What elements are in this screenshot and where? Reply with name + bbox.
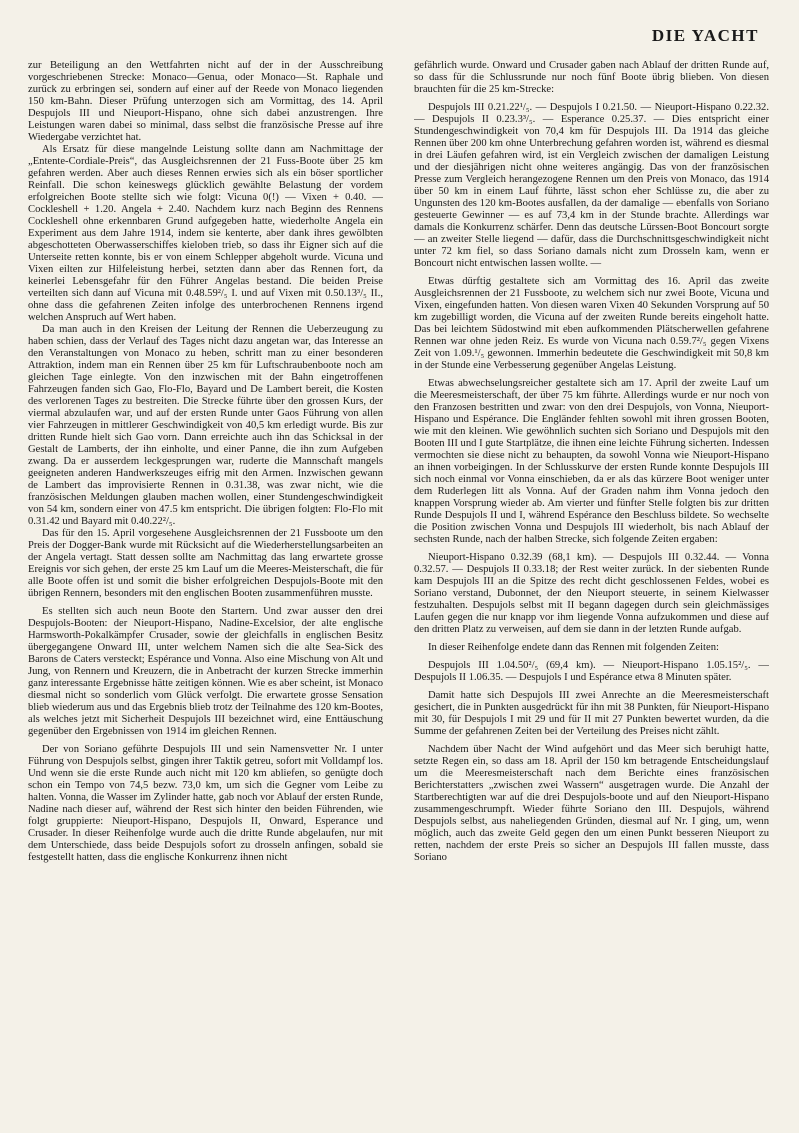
paragraph: Nachdem über Nacht der Wind aufgehört und das Meer sich beruhigt hatte, setzte Regen ein, so dass am 18. April der 150 km betragende Entscheidungslauf um die Meeresmeisterschaft nach dem Berichte eines französischen Berichterstatters „zwischen zwei Wassern“ ausgetragen wurde. Die Anzahl der Startberechtigten war auf die drei Despujols-boote und auf den Nieuport-Hispano zusammengeschrumpft. Wieder führte Soriano den III. Despujols, während Despujols selbst, aus naheliegenden Gründen, diesmal auf Nr. I ging, um, wenn möglich, auch das zweite Geld gegen den um einen Punkt besseren Nieuport zu retten, nachdem der erste Preis so sicher an Despujols III fallen musste, dass Soriano <box>414 744 769 863</box>
race-times-paragraph: Despujols III 0.21.22¹/₅. — Despujols I 0.21.50. — Nieuport-Hispano 0.22.32. — Despujols II 0.23.3³/₅. — Esperance 0.25.37. — Dies entspricht einer Stundengeschwindigkeit von 70,4 km für Despujols III. Da 1914 das gleiche Rennen über 200 km ohne Unterbrechung gefahren worden ist, während es diesmal in drei Läufen gefahren wird, ist ein Vergleich zwischen der damaligen Leistung und der diesjährigen nicht ohne weiteres angängig. Das von der französischen Presse zum Vergleich herangezogene Rennen um den Preis von Monaco, das 1914 über 50 km in einem Lauf führte, lässt schon eher Schlüsse zu, die aber zu Ungunsten des 120 km-Bootes ausfallen, da der damalige — ebenfalls von Soriano gesteuerte Gewinner — es auf 73,4 km in der Stunde brachte. Allerdings war damals die Konkurrenz schärfer. Denn das deutsche Lürssen-Boot Boncourt sorgte — an zweiter Stelle liegend — dafür, dass die Durchschnittsgeschwindigkeit nicht unter 72 km fiel, so dass Soriano damals nicht zum Drosseln kam, wenn er Boncourt nicht entwischen lassen wollte. — <box>414 102 769 269</box>
paragraph: Der von Soriano geführte Despujols III und sein Namensvetter Nr. I unter Führung von Despujols selbst, gingen ihrer Taktik getreu, sofort mit Volldampf los. Und wenn sie die erste Runde auch nicht mit 120 km abliefen, so genügte doch schon ein Tempo von 74,5 bezw. 73,0 km, um sich die Gegner vom Leibe zu halten. Vonna, die Wasser im Zylinder hatte, gab noch vor Ablauf der ersten Runde, Nadine nach dieser auf, während der Rest sich hinter den beiden Führenden, wie folgt gruppierte: Nieuport-Hispano, Despujols II, Onward, Esperance und Crusader. In dieser Reihenfolge wurde auch die dritte Runde abgelaufen, nur mit dem Unterschiede, dass beide Despujols sofort zu drosseln anfingen, sobald sie festgestellt hatten, dass die englische Konkurrenz ihnen nicht <box>28 744 383 863</box>
paragraph: Damit hatte sich Despujols III zwei Anrechte an die Meeresmeisterschaft gesichert, die in Punkten ausgedrückt für ihn mit 38 Punkten, für Nieuport-Hispano mit 30, für Despujols I mit 29 und für II mit 27 Punkten bewertet wurden, da die Summe der gefahrenen Zeiten bei der Verteilung des Preises nicht zählt. <box>414 690 769 737</box>
page-header-title: DIE YACHT <box>651 26 759 45</box>
paragraph: zur Beteiligung an den Wettfahrten nicht auf der in der Ausschreibung vorgeschriebenen Strecke: Monaco—Genua, oder Monaco—St. Raphale und zurück zu erbringen sei, sondern auf einer auf der Reede von Monaco liegenden 150 km-Bahn. Dieser Prüfung unterzogen sich am Vormittag, des 14. April Despujols III und Nieuport-Hispano, ohne sich dabei anzustrengen. Ihre Leistungen waren dabei so minimal, dass selbst die französische Presse auf ihre Wiedergabe verzichtet hat. <box>28 60 383 143</box>
right-column <box>414 60 769 1120</box>
paragraph: Es stellten sich auch neun Boote den Startern. Und zwar ausser den drei Despujols-Booten: der Nieuport-Hispano, Nadine-Excelsior, der alte englische Harmsworth-Pokalkämpfer Crusader, sowie der gleichfalls in englischen Besitz übergegangene Onward III, unter welchem Namen sich die alte Sea-Sick des Barons de Caters versteckt; Espérance und Vonna. Also eine Mischung von Alt und Jung, von Rennern und Kreuzern, die in Anbetracht der kurzen Strecke immerhin ganz interessante Ergebnisse hätte zeitigen können. Wie es aber scheint, ist Monaco diesmal nicht so sonderlich vom Glück verfolgt. Die erwartete grosse Sensation blieb wiederum aus und das Ergebnis blieb trotz der Teilnahme des 120 km-Bootes, als welches jetzt mit Sicherheit Despujols III bezeichnet wird, eine Enttäuschung gegenüber den Ergebnissen von 1914 im gleichen Rennen. <box>28 606 383 737</box>
race-times-paragraph: Nieuport-Hispano 0.32.39 (68,1 km). — Despujols III 0.32.44. — Vonna 0.32.57. — Despujols II 0.33.18; der Rest weiter zurück. In der siebenten Runde kam Despujols III an die Spitze des recht dicht geschlossenen Feldes, wobei es Soriano verstand, Dubonnet, der den Nieuport steuerte, in seinem Kielwasser festzuhalten. Despujols selbst mit II begann dagegen durch sein gleichmässiges Laufen gegen die nur knapp vor ihm liegende Vonna aufzukommen und diese auf den dritten Platz zu verweisen, auf dem sie dann in der letzten Runde aufgab. <box>414 552 769 635</box>
left-column <box>28 60 383 1120</box>
paragraph: Das für den 15. April vorgesehene Ausgleichsrennen der 21 Fussboote um den Preis der Dogger-Bank wurde mit Rücksicht auf die Wiederherstellungsarbeiten an der Angela vertagt. Statt dessen sollte am Nachmittag das lang erwartete grosse Ereignis vor sich gehen, der erste 25 km Lauf um die Meeres-Meisterschaft, die für alle Boote offen ist und somit die bisher erfolgreichen Despujols-Boote mit den übrigen Rennern, besonders mit den englischen Booten zusammenführen musste. <box>28 528 383 599</box>
paragraph: gefährlich wurde. Onward und Crusader gaben nach Ablauf der dritten Runde auf, so dass für die Schlussrunde nur noch fünf Boote übrig blieben. Von diesen brauchten für die 25 km-Strecke: <box>414 60 769 95</box>
race-times-paragraph: Despujols III 1.04.50²/₅ (69,4 km). — Nieuport-Hispano 1.05.15²/₅. — Despujols II 1.06.35. — Despujols I und Espérance etwa 8 Minuten später. <box>414 660 769 683</box>
paragraph: Da man auch in den Kreisen der Leitung der Rennen die Ueberzeugung zu haben schien, dass der Verlauf des Tages nicht dazu angetan war, das Interesse an den Veranstaltungen von Monaco zu heben, schritt man zu einer besonderen Attraktion, indem man ein Rennen über 25 km für Luftschraubenboote noch am gleichen Tage einlegte. Von den inzwischen mit der Bahn eingetroffenen Fahrzeugen fanden sich Gao, Flo-Flo, Bayard und De Lambert bereit, die Kosten des verlorenen Tages zu bestreiten. Die Strecke führte über den grossen Kurs, der viermal abzulaufen war, und auf der ersten Runde unter Gaos Führung von allen vier Fahrzeugen in mittlerer Geschwindigkeit von 40,5 km erledigt wurde. Bis zur dritten Runde hielt sich Gao vorn. Dann erreichte auch ihn das Schicksal in der Gestalt de Lamberts, der ihn einholte, und einer Panne, die ihn zum Aufgeben zwang. Da er ausserdem leckgesprungen war, ruderte die Mannschaft mangels geeigneten anderen Handwerkszeuges eifrig mit den Armen. Inzwischen gewann de Lambert das improvisierte Rennen in 0.31.38, was zwar nicht, wie die französischen Meldungen glauben machen wollen, einer Stundengeschwindigkeit von 54 km, sondern einer von 47.5 km entspricht. Die übrigen folgten: Flo-Flo mit 0.31.42 und Bayard mit 0.40.22²/₅. <box>28 324 383 527</box>
paragraph: Etwas abwechselungsreicher gestaltete sich am 17. April der zweite Lauf um die Meeresmeisterschaft, der über 75 km führte. Allerdings wurde er nur noch von den Franzosen bestritten und zwar: von den drei Despujols, von Vonna, Nieuport-Hispano und Espérance. Die Engländer fehlten sowohl mit ihren grossen Booten, wie mit den kleinen. Wie gewöhnlich suchten sich Soriano und Despujols mit den Booten III und I gute Startplätze, die ihnen eine leichte Führung sicherten. Indessen vermochten sie diese nicht zu behaupten, da sowohl Vonna wie Nieuport-Hispano an ihnen vorbeigingen. In der Schlusskurve der ersten Runde konnte Despujols III sich noch einmal vor Vonna einschieben, da er als das kürzere Boot weniger unter dem Ruderlegen litt als Vonna. Auf der Graden nahm ihm Vonna jedoch den knappen Vorsprung wieder ab. Am vierter und fünfter Stelle folgten bis zur dritten Runde Despujols II und I, während Espérance den Beschluss bildete. So wechselte die Position zwischen Vonna und Despujols III wiederholt, bis nach Ablauf der sechsten Runde, nach der halben Strecke, sich folgende Zeiten ergaben: <box>414 378 769 545</box>
paragraph: Als Ersatz für diese mangelnde Leistung sollte dann am Nachmittage der „Entente-Cordiale-Preis“, das Ausgleichsrennen der 21 Fuss-Boote über 25 km gefahren werden. Aber auch dieses Rennen erwies sich als ein böser sportlicher Reinfall. Die schon keineswegs glücklich gewählte Belastung der vordem erfolgreichen Boote stellte sich wie folgt: Vicuna 0(!) — Vixen + 0.40. — Cockleshell + 1.20. Angela + 2.40. Nachdem kurz nach Beginn des Rennens Cockleshell ohne erkennbaren Grund aufgegeben hatte, wiederholte Angela ein Experiment aus dem Jahre 1914, indem sie kenterte, aber dank ihres gewölbten abgeschotteten Oberwasserschiffes kieloben trieb, so dass ihr Eigner sich auf die Unterseite retten konnte, bis er von einem Schlepper abgeholt wurde. Vicuna und Vixen eilten zur Hilfeleistung herbei, setzten dann aber das Rennen fort, da keinerlei Lebensgefahr für den Führer Angelas bestand. Die beiden Preise verteilten sich dann auf Vicuna mit 0.48.59²/₅ I. und auf Vixen mit 0.50.13³/₅ II., ohne dass die gefahrenen Zeiten infolge des unterbrochenen Rennens irgend welchen Anspruch auf Wert haben. <box>28 144 383 323</box>
paragraph: In dieser Reihenfolge endete dann das Rennen mit folgenden Zeiten: <box>428 642 719 653</box>
paragraph: Etwas dürftig gestaltete sich am Vormittag des 16. April das zweite Ausgleichsrennen der 21 Fussboote, zu welchem sich nur zwei Boote, Vicuna und Vixen, eingefunden hatten. Von diesen waren Vixen 40 Sekunden Vorsprung auf 50 km zugebilligt worden, die Vicuna auf der zweiten Runde bereits eingeholt hatte. Das bei leichtem Südostwind mit eben aufkommenden Plätscherwellen gefahrene Rennen war ohne jeden Reiz. Es wurde von Vicuna nach 0.59.7²/₅ gegen Vixens Zeit von 1.09.¹/₅ gewonnen. Immerhin bedeutete die Geschwindigkeit mit 50,8 km in der Stunde eine Verbesserung gegenüber Angelas Leistung. <box>414 276 769 371</box>
